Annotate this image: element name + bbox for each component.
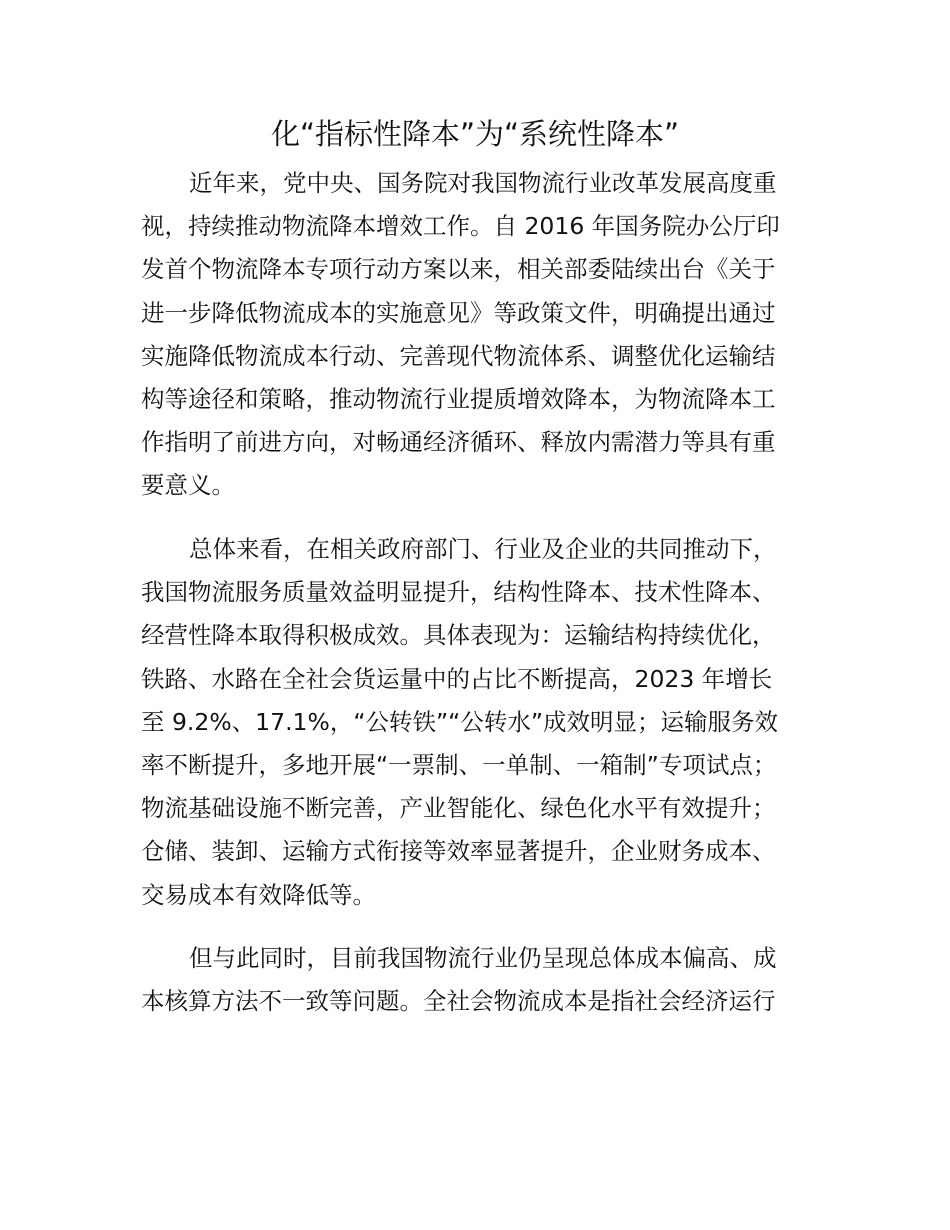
paragraph-line: 我国物流服务质量效益明显提升，结构性降本、技术性降本、 bbox=[141, 578, 776, 607]
paragraph-line: 经营性降本取得积极成效。具体表现为：运输结构持续优化， bbox=[141, 621, 776, 650]
paragraph-line: 实施降低物流成本行动、完善现代物流体系、调整优化运输结 bbox=[141, 341, 776, 370]
paragraph-line: 但与此同时，目前我国物流行业仍呈现总体成本偏高、成 bbox=[189, 944, 777, 972]
paragraph-line: 构等途径和策略，推动物流行业提质增效降本，为物流降本工 bbox=[141, 384, 776, 413]
paragraph-line: 至 9.2%、17.1%，“公转铁”“公转水”成效明显；运输服务效 bbox=[141, 707, 779, 736]
paragraph-line: 近年来，党中央、国务院对我国物流行业改革发展高度重 bbox=[189, 169, 777, 197]
paragraph-line: 要意义。 bbox=[141, 471, 235, 500]
paragraph-line: 本核算方法不一致等问题。全社会物流成本是指社会经济运行 bbox=[141, 987, 776, 1016]
paragraph-line: 物流基础设施不断完善，产业智能化、绿色化水平有效提升； bbox=[141, 794, 776, 823]
paragraph-line: 发首个物流降本专项行动方案以来，相关部委陆续出台《关于 bbox=[141, 255, 776, 284]
paragraph-line: 进一步降低物流成本的实施意见》等政策文件，明确提出通过 bbox=[141, 298, 776, 327]
paragraph-line: 作指明了前进方向，对畅通经济循环、释放内需潜力等具有重 bbox=[141, 428, 776, 457]
paragraph-line: 率不断提升，多地开展“一票制、一单制、一箱制”专项试点； bbox=[141, 750, 777, 779]
paragraph-line: 仓储、装卸、运输方式衔接等效率显著提升，企业财务成本、 bbox=[141, 837, 776, 866]
paragraph-2 bbox=[141, 528, 841, 917]
paragraph-1 bbox=[141, 162, 841, 508]
paragraph-3 bbox=[141, 937, 841, 1023]
paragraph-line: 铁路、水路在全社会货运量中的占比不断提高，2023 年增长 bbox=[141, 664, 773, 693]
paragraph-line: 视，持续推动物流降本增效工作。自 2016 年国务院办公厅印 bbox=[141, 212, 780, 241]
paragraph-line: 总体来看，在相关政府部门、行业及企业的共同推动下， bbox=[189, 535, 777, 563]
paragraph-line: 交易成本有效降低等。 bbox=[141, 880, 376, 909]
document-title: 化“指标性降本”为“系统性降本” bbox=[270, 117, 680, 151]
